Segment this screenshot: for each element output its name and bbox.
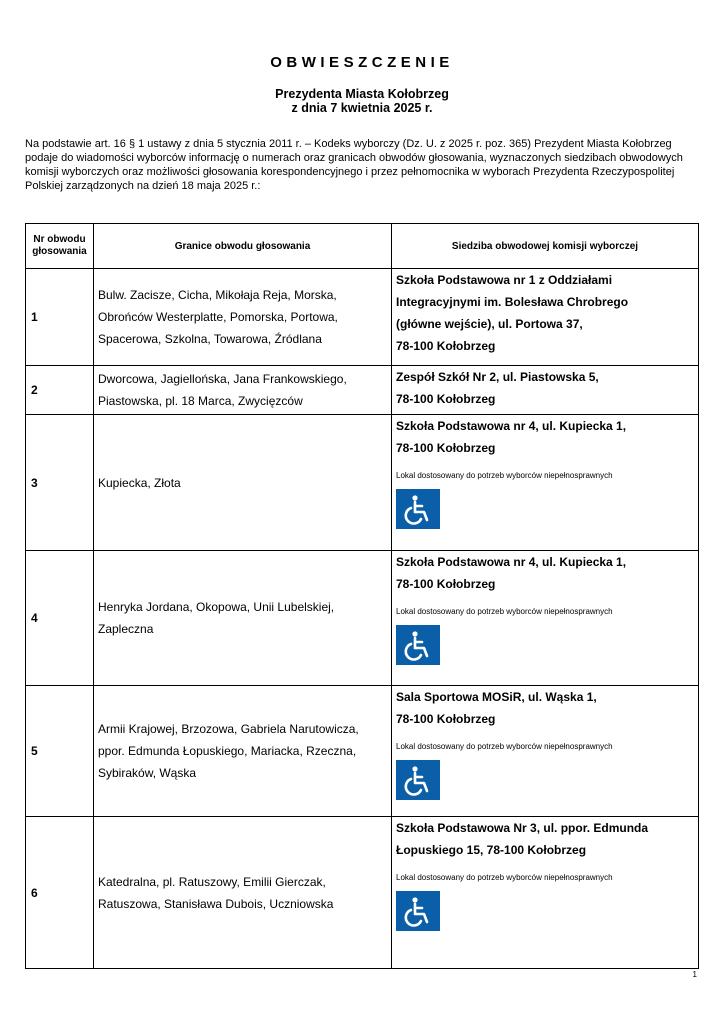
district-boundaries: Katedralna, pl. Ratuszowy, Emilii Gierczak, Ratuszowa, Stanisława Dubois, Uczniowska bbox=[94, 817, 392, 969]
table-row bbox=[26, 817, 699, 969]
document-subtitle-date: z dnia 7 kwietnia 2025 r. bbox=[291, 101, 433, 115]
district-boundaries: Bulw. Zacisze, Cicha, Mikołaja Reja, Morska, Obrońców Westerplatte, Pomorska, Portowa, Spacerowa, Szkolna, Towarowa, Źródlana bbox=[94, 269, 392, 366]
commission-seat bbox=[392, 686, 699, 817]
seat-address-line: (główne wejście), ul. Portowa 37, bbox=[396, 317, 583, 331]
seat-address-line: 78-100 Kołobrzeg bbox=[396, 712, 496, 726]
district-boundaries: Dworcowa, Jagiellońska, Jana Frankowskiego, Piastowska, pl. 18 Marca, Zwycięzców bbox=[94, 366, 392, 415]
header-granice: Granice obwodu głosowania bbox=[94, 224, 392, 269]
seat-address-line: Szkoła Podstawowa nr 4, ul. Kupiecka 1, bbox=[396, 419, 627, 433]
seat-address-line: 78-100 Kołobrzeg bbox=[396, 392, 496, 406]
seat-address-line: Łopuskiego 15, 78-100 Kołobrzeg bbox=[396, 843, 587, 857]
seat-address-line: Szkoła Podstawowa nr 1 z Oddziałami bbox=[396, 273, 613, 287]
seat-address-line: 78-100 Kołobrzeg bbox=[396, 339, 496, 353]
document-title: OBWIESZCZENIE bbox=[270, 54, 454, 71]
wheelchair-icon bbox=[396, 489, 440, 529]
seat-address-line: Szkoła Podstawowa nr 4, ul. Kupiecka 1, bbox=[396, 555, 627, 569]
page-number: 1 bbox=[692, 970, 697, 979]
accessibility-note: Lokal dostosowany do potrzeb wyborców niepełnosprawnych bbox=[396, 742, 613, 751]
wheelchair-icon bbox=[396, 625, 440, 665]
wheelchair-icon bbox=[396, 760, 440, 800]
district-number: 1 bbox=[26, 269, 94, 366]
district-number: 5 bbox=[26, 686, 94, 817]
header-siedziba: Siedziba obwodowej komisji wyborczej bbox=[392, 224, 699, 269]
document-subtitle-issuer: Prezydenta Miasta Kołobrzeg bbox=[275, 87, 449, 101]
table-row bbox=[26, 415, 699, 551]
district-boundaries: Henryka Jordana, Okopowa, Unii Lubelskiej, Zapleczna bbox=[94, 551, 392, 686]
commission-seat bbox=[392, 269, 699, 366]
commission-seat bbox=[392, 415, 699, 551]
district-boundaries: Armii Krajowej, Brzozowa, Gabriela Narutowicza, ppor. Edmunda Łopuskiego, Mariacka, Rzeczna, Sybiraków, Wąska bbox=[94, 686, 392, 817]
seat-address-line: Szkoła Podstawowa Nr 3, ul. ppor. Edmunda bbox=[396, 821, 649, 835]
seat-address-line: 78-100 Kołobrzeg bbox=[396, 441, 496, 455]
header-nr-line2: głosowania bbox=[32, 246, 87, 257]
table-row bbox=[26, 366, 699, 415]
wheelchair-icon bbox=[396, 891, 440, 931]
table-row bbox=[26, 686, 699, 817]
commission-seat bbox=[392, 366, 699, 415]
district-number: 3 bbox=[26, 415, 94, 551]
seat-address-line: Sala Sportowa MOSiR, ul. Wąska 1, bbox=[396, 690, 597, 704]
accessibility-note: Lokal dostosowany do potrzeb wyborców niepełnosprawnych bbox=[396, 873, 613, 882]
seat-address-line: Zespół Szkół Nr 2, ul. Piastowska 5, bbox=[396, 370, 599, 384]
table-row bbox=[26, 551, 699, 686]
accessibility-note: Lokal dostosowany do potrzeb wyborców niepełnosprawnych bbox=[396, 471, 613, 480]
commission-seat bbox=[392, 551, 699, 686]
table-row bbox=[26, 269, 699, 366]
table-header-row bbox=[26, 224, 699, 269]
district-number: 2 bbox=[26, 366, 94, 415]
commission-seat bbox=[392, 817, 699, 969]
district-number: 4 bbox=[26, 551, 94, 686]
voting-districts-table bbox=[25, 223, 699, 969]
accessibility-note: Lokal dostosowany do potrzeb wyborców niepełnosprawnych bbox=[396, 607, 613, 616]
intro-paragraph: Na podstawie art. 16 § 1 ustawy z dnia 5 stycznia 2011 r. – Kodeks wyborczy (Dz. U. z 2025 r. poz. 365) Prezydent Miasta Kołobrzeg podaje do wiadomości wyborców informację o numerach oraz granicach obwodów głosowania, wyznaczonych siedzibach obwodowych komisji wyborczych oraz możliwości głosowania korespondencyjnego i przez pełnomocnika w wyborach Prezydenta Rzeczypospolitej Polskiej zarządzonych na dzień 18 maja 2025 r.: bbox=[25, 138, 683, 192]
seat-address-line: Integracyjnymi im. Bolesława Chrobrego bbox=[396, 295, 629, 309]
seat-address-line: 78-100 Kołobrzeg bbox=[396, 577, 496, 591]
header-nr-obwodu bbox=[26, 224, 94, 269]
district-number: 6 bbox=[26, 817, 94, 969]
header-nr-line1: Nr obwodu bbox=[33, 234, 86, 245]
district-boundaries: Kupiecka, Złota bbox=[94, 415, 392, 551]
